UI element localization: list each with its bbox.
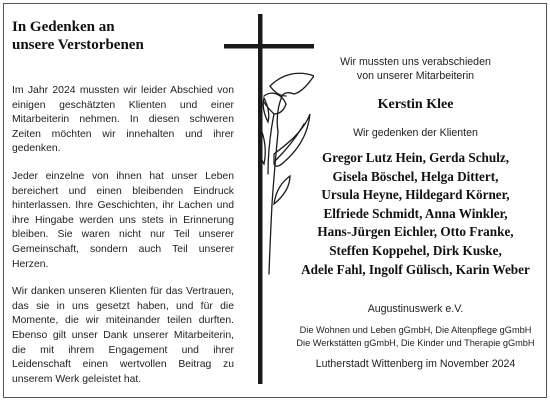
client-line-3: Ursula Heyne, Hildegard Körner,: [321, 187, 510, 203]
client-line-6: Steffen Koppehel, Dirk Kuske,: [329, 242, 502, 258]
clients-intro: Wir gedenken der Klienten: [353, 127, 478, 139]
client-line-7: Adele Fahl, Ingolf Gülisch, Karin Weber: [301, 261, 530, 277]
subsidiaries: [288, 324, 543, 349]
subsidiary-line-2: Die Werkstätten gGmbH, Die Kinder und Therapie gGmbH: [296, 337, 535, 348]
client-line-4: Elfriede Schmidt, Anna Winkler,: [323, 205, 508, 221]
paragraph-1: Im Jahr 2024 mussten wir leider Abschied von einigen geschätzten Klienten und einer Mitarbeiterin nehmen. In diesen schweren Zeiten möchten wir innehalten und ihrer gedenken.: [12, 85, 234, 155]
employee-name: Kerstin Klee: [377, 97, 454, 112]
title-line-2: unsere Verstorbenen: [12, 37, 144, 53]
left-column: [12, 18, 234, 400]
client-line-2: Gisela Böschel, Helga Dittert,: [332, 168, 499, 184]
client-names: [288, 149, 543, 279]
subsidiary-line-1: Die Wohnen und Leben gGmbH, Die Altenpflege gGmbH: [299, 325, 532, 336]
left-title: [12, 18, 234, 54]
paragraph-3: Wir danken unseren Klienten für das Vertrauen, das sie in uns gesetzt haben, und für die Momente, die wir miteinander teilen durften. Ebenso gilt unser Dank unserer Mitarbeiterin, die mit ihrem Engagement und ihrer Leidenschaft einen wertvollen Beitrag zu unserem Werk geleistet hat.: [12, 286, 234, 385]
client-line-1: Gregor Lutz Hein, Gerda Schulz,: [321, 150, 510, 165]
employee-intro: [288, 55, 543, 83]
client-line-5: Hans-Jürgen Eichler, Otto Franke,: [317, 224, 514, 240]
title-line-1: In Gedenken an: [12, 19, 115, 35]
organization-name: Augustinuswerk e.V.: [367, 303, 464, 316]
paragraph-2: Jeder einzelne von ihnen hat unser Leben bereichert und einen bleibenden Eindruck hinterlassen. Ihre Geschichten, ihr Lachen und ihre Hingabe werden uns stets in Erinnerung bleiben. Sie waren nicht nur Teil unserer Gemeinschaft, sondern auch Teil unserer Herzen.: [12, 170, 234, 270]
intro-line-2: von unserer Mitarbeiterin: [356, 70, 475, 82]
place-date: Lutherstadt Wittenberg im November 2024: [315, 358, 516, 371]
right-column: [288, 55, 543, 370]
intro-line-1: Wir mussten uns verabschieden: [340, 56, 491, 68]
